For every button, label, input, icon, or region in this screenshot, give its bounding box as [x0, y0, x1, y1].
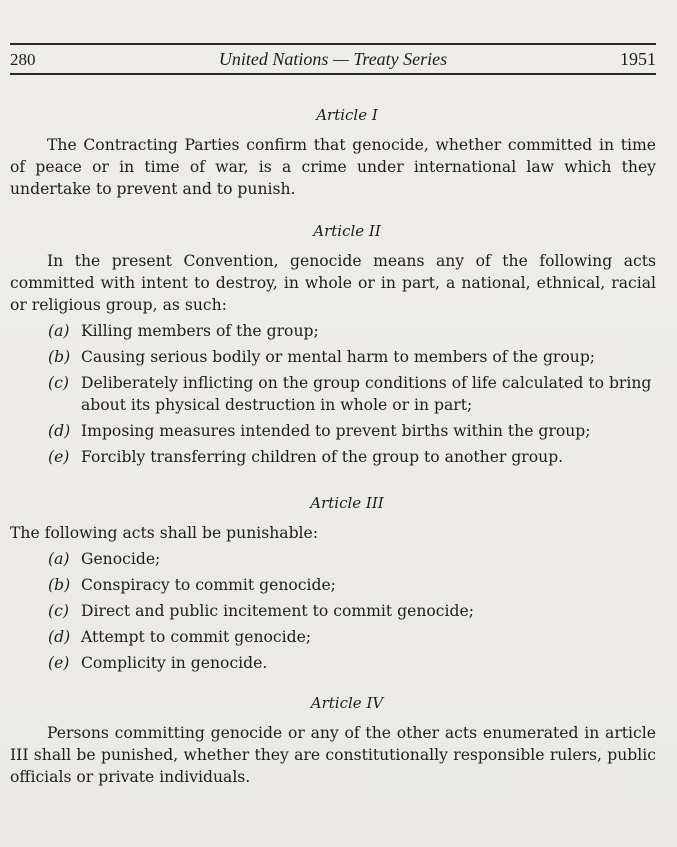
list-item: [10, 320, 656, 342]
article-1-paragraph: The Contracting Parties confirm that genocide, whether committed in time of peace or in time of war, is a crime under international law which they undertake to prevent and to punish.: [10, 136, 656, 198]
list-item: [10, 446, 656, 468]
item-text: Complicity in genocide.: [81, 654, 268, 672]
article-2-title: Article II: [313, 222, 381, 240]
list-item: [10, 346, 656, 368]
item-marker: (b): [48, 576, 71, 594]
item-text: Genocide;: [81, 550, 161, 568]
item-text: Killing members of the group;: [81, 322, 319, 340]
item-marker: (d): [48, 628, 71, 646]
page-number: 280: [10, 50, 36, 69]
article-1-title: Article I: [316, 106, 378, 124]
article-3-title: Article III: [310, 494, 384, 512]
list-item: [10, 600, 656, 622]
item-marker: (d): [48, 422, 71, 440]
running-header: [10, 43, 656, 75]
item-marker: (a): [48, 550, 70, 568]
item-text: Conspiracy to commit genocide;: [81, 576, 336, 594]
list-item: [10, 420, 656, 442]
item-text: Deliberately inflicting on the group conditions of life calculated to bring about its physical destruction in whole or in part;: [81, 374, 652, 414]
item-marker: (c): [48, 374, 69, 392]
publication-year: 1951: [620, 49, 656, 69]
article-2-paragraph: In the present Convention, genocide means any of the following acts committed with intent to destroy, in whole or in part, a national, ethnical, racial or religious group, as such:: [10, 252, 656, 314]
article-4-title: Article IV: [310, 694, 384, 712]
item-text: Causing serious bodily or mental harm to members of the group;: [81, 348, 596, 366]
list-item: [10, 548, 656, 570]
item-text: Imposing measures intended to prevent births within the group;: [81, 422, 591, 440]
list-item: [10, 574, 656, 596]
article-1: [10, 104, 656, 200]
article-2-list: [10, 320, 656, 468]
item-marker: (b): [48, 348, 71, 366]
document-body: [10, 104, 656, 788]
item-marker: (c): [48, 602, 69, 620]
item-marker: (e): [48, 448, 70, 466]
item-text: Direct and public incitement to commit genocide;: [81, 602, 474, 620]
item-text: Attempt to commit genocide;: [81, 628, 312, 646]
list-item: [10, 372, 656, 416]
article-2: [10, 220, 656, 468]
article-3-paragraph: The following acts shall be punishable:: [10, 524, 319, 542]
series-title: United Nations — Treaty Series: [218, 49, 448, 69]
list-item: [10, 652, 656, 674]
article-3: [10, 492, 656, 674]
article-4: [10, 692, 656, 788]
item-text: Forcibly transferring children of the group to another group.: [81, 448, 564, 466]
item-marker: (e): [48, 654, 70, 672]
article-3-list: [10, 548, 656, 674]
list-item: [10, 626, 656, 648]
article-4-paragraph: Persons committing genocide or any of the other acts enumerated in article III shall be punished, whether they are constitutionally responsible rulers, public officials or private individuals.: [10, 724, 656, 786]
item-marker: (a): [48, 322, 70, 340]
